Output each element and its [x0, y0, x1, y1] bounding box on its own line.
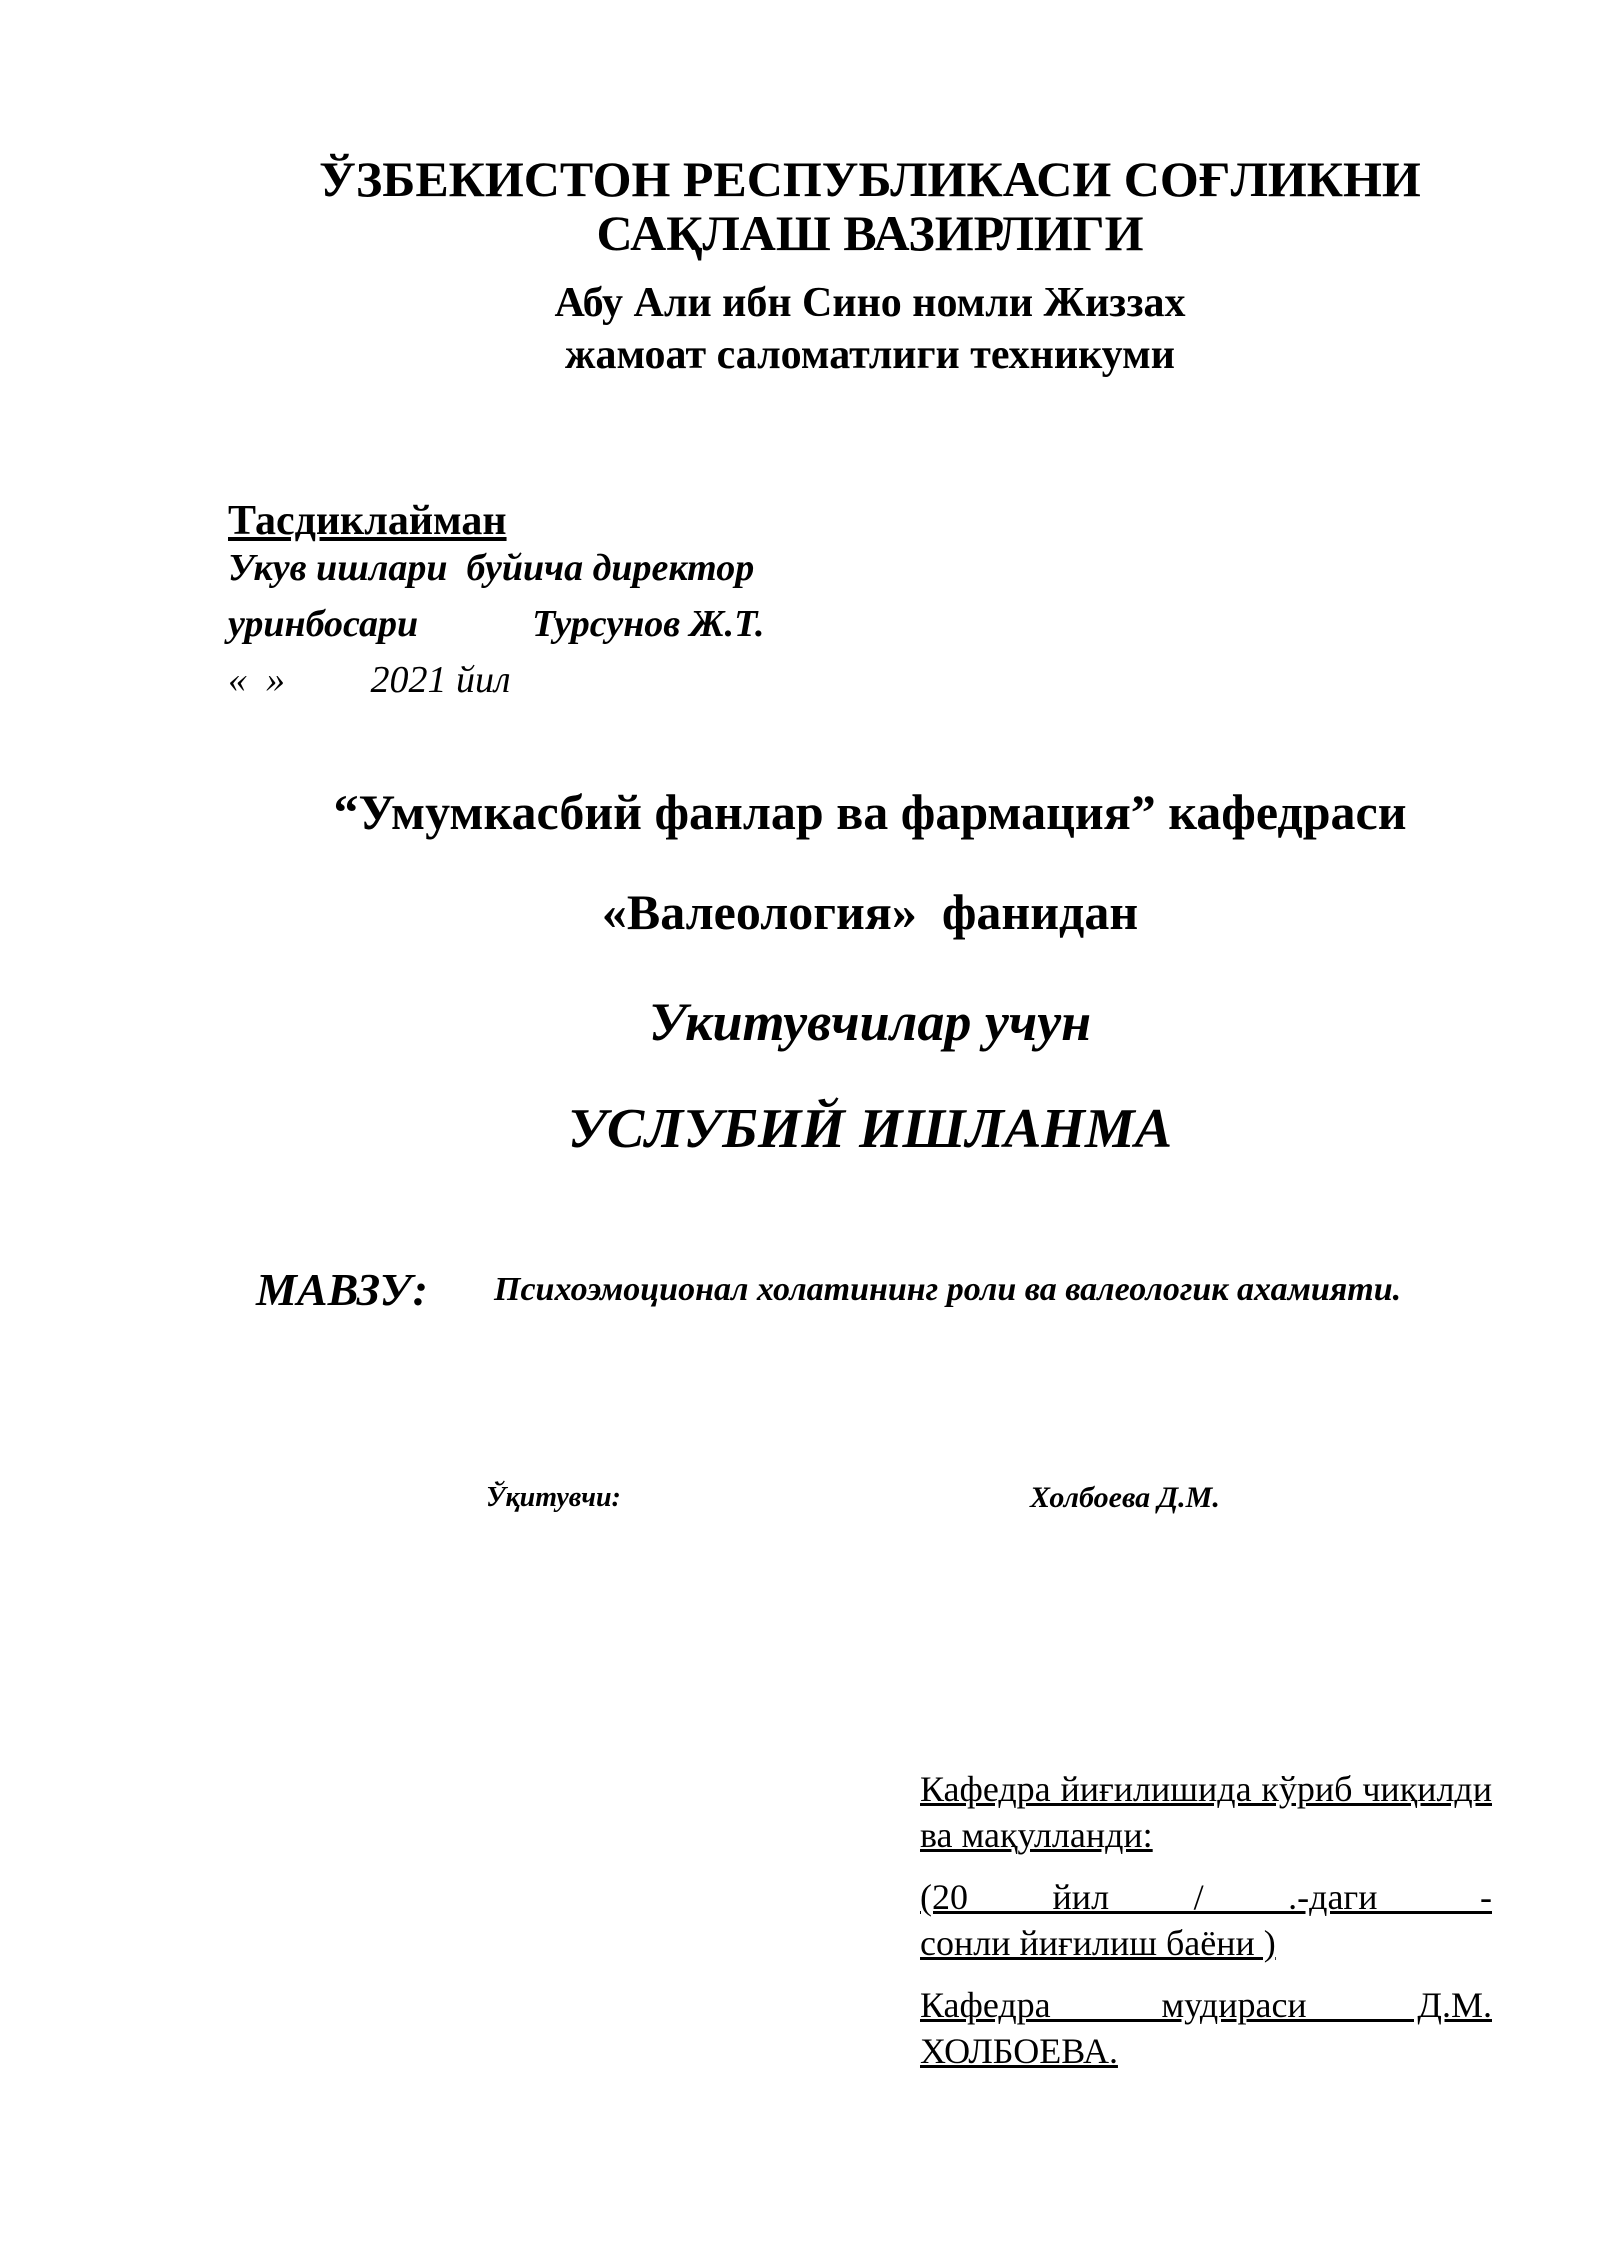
college-name-line1: Абу Али ибн Сино номли Жиззах [554, 280, 1186, 326]
teacher-name: Холбоева Д.М. [1030, 1481, 1220, 1514]
document-type-title: УСЛУБИЙ ИШЛАНМА [567, 1098, 1173, 1160]
approval-position-line2: уринбосари Турсунов Ж.Т. [228, 603, 765, 645]
subject-title: «Валеология» фанидан [601, 884, 1139, 940]
topic-label: МАВЗУ: [256, 1264, 428, 1315]
approval-date: « » 2021 йил [228, 659, 511, 701]
meeting-approval-block [920, 1766, 1492, 2090]
department-head-text: Кафедра мудираси Д.М. ХОЛБОЕВА. [920, 1985, 1492, 2071]
meeting-reviewed-text: Кафедра йиғилишида кўриб чиқилди ва мақулланди: [920, 1769, 1492, 1855]
meeting-protocol-text: (20___ йил ___/ ___.-даги ____-сонли йиғилиш баёни ) [920, 1877, 1492, 1963]
teacher-label: Ўқитувчи: [486, 1482, 621, 1513]
approval-position-line1: Укув ишлари буйича директор [228, 547, 755, 589]
approval-title: Тасдиклайман [228, 498, 507, 544]
audience-title: Укитувчилар учун [648, 992, 1092, 1052]
college-name-line2: жамоат саломатлиги техникуми [565, 332, 1175, 378]
college-name [240, 277, 1500, 381]
ministry-title: ЎЗБЕКИСТОН РЕСПУБЛИКАСИ СОҒЛИКНИ САҚЛАШ ВАЗИРЛИГИ [319, 151, 1421, 261]
department-title: “Умумкасбий фанлар ва фармация” кафедраси [333, 784, 1407, 840]
topic-text: Психоэмоционал холатининг роли ва валеологик ахамияти. [494, 1271, 1402, 1308]
